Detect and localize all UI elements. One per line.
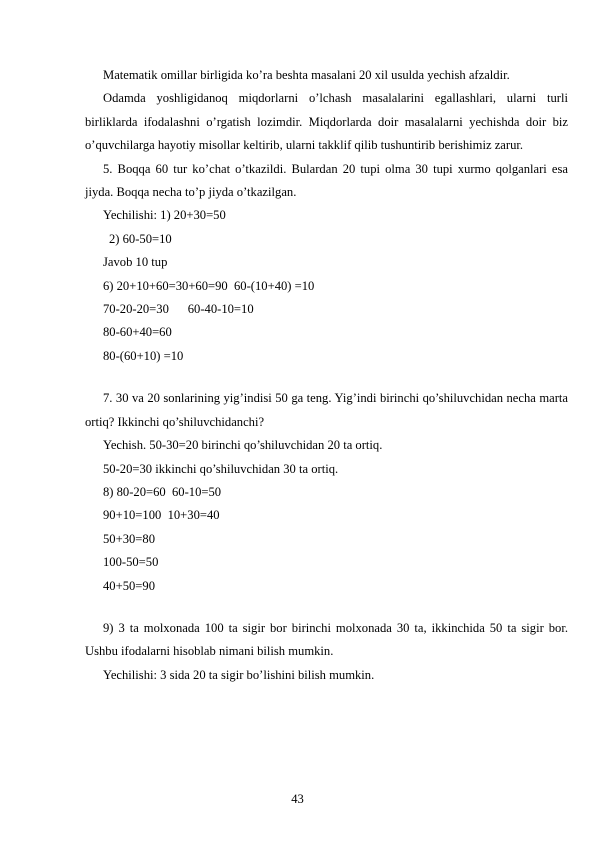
problem-8-line-5: 40+50=90 [103, 578, 155, 593]
problem-7-solution-2: 50-20=30 ikkinchi qo’shiluvchidan 30 ta ortiq. [103, 461, 339, 476]
problem-6-line-4: 80-(60+10) =10 [103, 348, 184, 363]
problem-5-solution-step-1: Yechilishi: 1) 20+30=50 [103, 208, 226, 223]
paragraph-measurements: Odamda yoshligidanoq miqdorlarni o’lchash masalalarini egallashlari, ularni turli birliklarda ifodalashni o’rgatish lozimdir. Miqdorlarda doir masalalarni yechishda doir biz o’quvchilarga hayotiy misollar keltirib, ularni takklif qilib tushuntirib berishimiz zarur. [85, 91, 568, 153]
problem-9-text: 9) 3 ta molxonada 100 ta sigir bor birinchi molxonada 30 ta, ikkinchida 50 ta sigir bor. Ushbu ifodalarni hisoblab nimani bilish mumkin. [85, 620, 568, 659]
problem-7-text: 7. 30 va 20 sonlarining yig’indisi 50 ga teng. Yig’indi birinchi qo’shiluvchidan necha marta ortiq? Ikkinchi qo’shiluvchidanchi? [85, 391, 568, 429]
problem-7-solution-1: Yechish. 50-30=20 birinchi qo’shiluvchidan 20 ta ortiq. [103, 438, 383, 453]
spacer [85, 598, 568, 617]
problem-5-answer: Javob 10 tup [103, 255, 168, 270]
page-number: 43 [291, 792, 304, 806]
problem-5-solution-step-2: 2) 60-50=10 [109, 231, 172, 246]
page-body [85, 64, 568, 687]
problem-9-solution: Yechilishi: 3 sida 20 ta sigir bo’lishini bilish mumkin. [103, 667, 375, 682]
problem-8-line-2: 90+10=100 10+30=40 [103, 508, 220, 523]
problem-6-line-3: 80-60+40=60 [103, 325, 172, 340]
problem-8-line-3: 50+30=80 [103, 531, 155, 546]
problem-8-line-1: 8) 80-20=60 60-10=50 [103, 484, 222, 499]
problem-6-line-2: 70-20-20=30 60-40-10=10 [103, 302, 254, 317]
problem-5-text: 5. Boqqa 60 tur ko’chat o’tkazildi. Bulardan 20 tupi olma 30 tupi xurmo qolganlari esa jiyda. Boqqa necha to’p jiyda o’tkazilgan. [85, 161, 568, 200]
spacer [85, 368, 568, 387]
problem-8-line-4: 100-50=50 [103, 555, 159, 570]
problem-6-line-1: 6) 20+10+60=30+60=90 60-(10+40) =10 [103, 278, 315, 293]
intro-line: Matematik omillar birligida ko’ra beshta masalani 20 xil usulda yechish afzaldir. [103, 68, 510, 82]
